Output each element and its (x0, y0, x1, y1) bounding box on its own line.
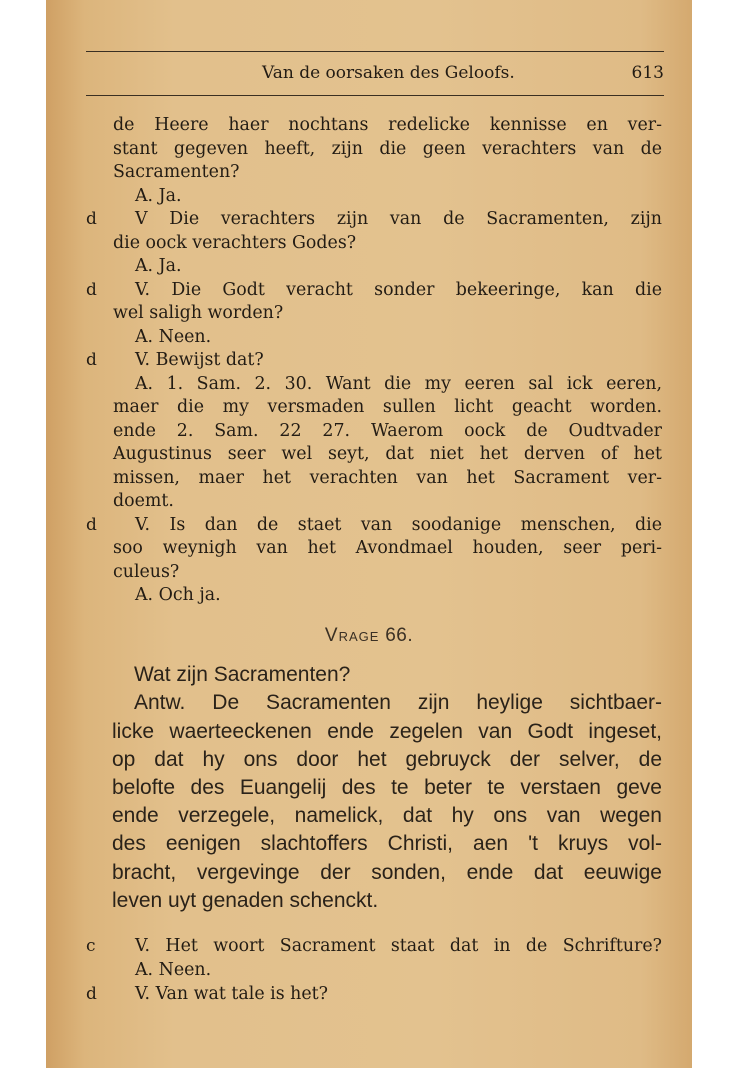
text-line: V. Is dan de staet van soodanige menschen, die (135, 515, 662, 535)
body-line: Wat zijn Sacramenten? (134, 663, 351, 686)
header-rule-top (86, 51, 664, 52)
body-line: des eenigen slachtoffers Christi, aen 't kruys vol- (112, 832, 662, 855)
text-line: wel saligh worden? (113, 303, 284, 323)
text-line: V. Die Godt veracht sonder bekeeringe, kan die (135, 280, 662, 300)
body-line: bracht, vergevinge der sonden, ende dat eeuwige (112, 861, 662, 884)
section-heading-number: 66. (385, 625, 414, 646)
text-line: ende 2. Sam. 22 27. Waerom oock de Oudtvader (113, 421, 662, 441)
margin-marker: d (86, 515, 97, 535)
margin-marker: c (86, 936, 96, 956)
text-line: de Heere haer nochtans redelicke kennisse en ver- (113, 115, 662, 135)
book-page (46, 0, 692, 1068)
text-line: A. Neen. (135, 960, 212, 980)
body-line: ende verzegele, namelick, dat hy ons van wegen (112, 804, 662, 827)
body-line: Antw. De Sacramenten zijn heylige sichtbaer- (134, 691, 662, 714)
text-line: A. Neen. (135, 327, 212, 347)
margin-marker: d (86, 350, 97, 370)
text-line: die oock verachters Godes? (113, 233, 357, 253)
text-line: V. Het woort Sacrament staat dat in de Schrifture? (135, 936, 662, 956)
text-line: maer die my versmaden sullen licht geacht worden. (113, 397, 662, 417)
text-line: A. 1. Sam. 2. 30. Want die my eeren sal ick eeren, (135, 374, 662, 394)
header-rule-bottom (86, 95, 664, 96)
margin-marker: d (86, 209, 97, 229)
page-number: 613 (631, 63, 664, 83)
body-line: licke waerteeckenen ende zegelen van Godt ingeset, (112, 720, 662, 743)
text-line: V Die verachters zijn van de Sacramenten, zijn (135, 209, 662, 229)
section-heading-label: Vrage (324, 625, 380, 646)
text-line: A. Och ja. (135, 585, 221, 605)
text-line: culeus? (113, 562, 180, 582)
text-line: V. Bewijst dat? (135, 350, 264, 370)
body-line: belofte des Euangelij des te beter te verstaen geve (112, 776, 662, 799)
text-line: V. Van wat tale is het? (135, 984, 328, 1004)
text-line: Augustinus seer wel seyt, dat niet het derven of het (113, 444, 662, 464)
text-line: doemt. (113, 491, 174, 511)
text-line: soo weynigh van het Avondmael houden, seer peri- (113, 538, 662, 558)
section-heading (46, 625, 692, 647)
body-line: leven uyt genaden schenckt. (112, 889, 379, 912)
text-line: missen, maer het verachten van het Sacrament ver- (113, 468, 662, 488)
running-head-title: Van de oorsaken des Geloofs. (262, 63, 515, 83)
text-line: Sacramenten? (113, 162, 240, 182)
text-line: stant gegeven heeft, zijn die geen verachters van de (113, 139, 662, 159)
margin-marker: d (86, 984, 97, 1004)
body-line: op dat hy ons door het gebruyck der selver, de (112, 748, 662, 771)
text-line: A. Ja. (135, 256, 182, 276)
margin-marker: d (86, 280, 97, 300)
text-line: A. Ja. (135, 186, 182, 206)
